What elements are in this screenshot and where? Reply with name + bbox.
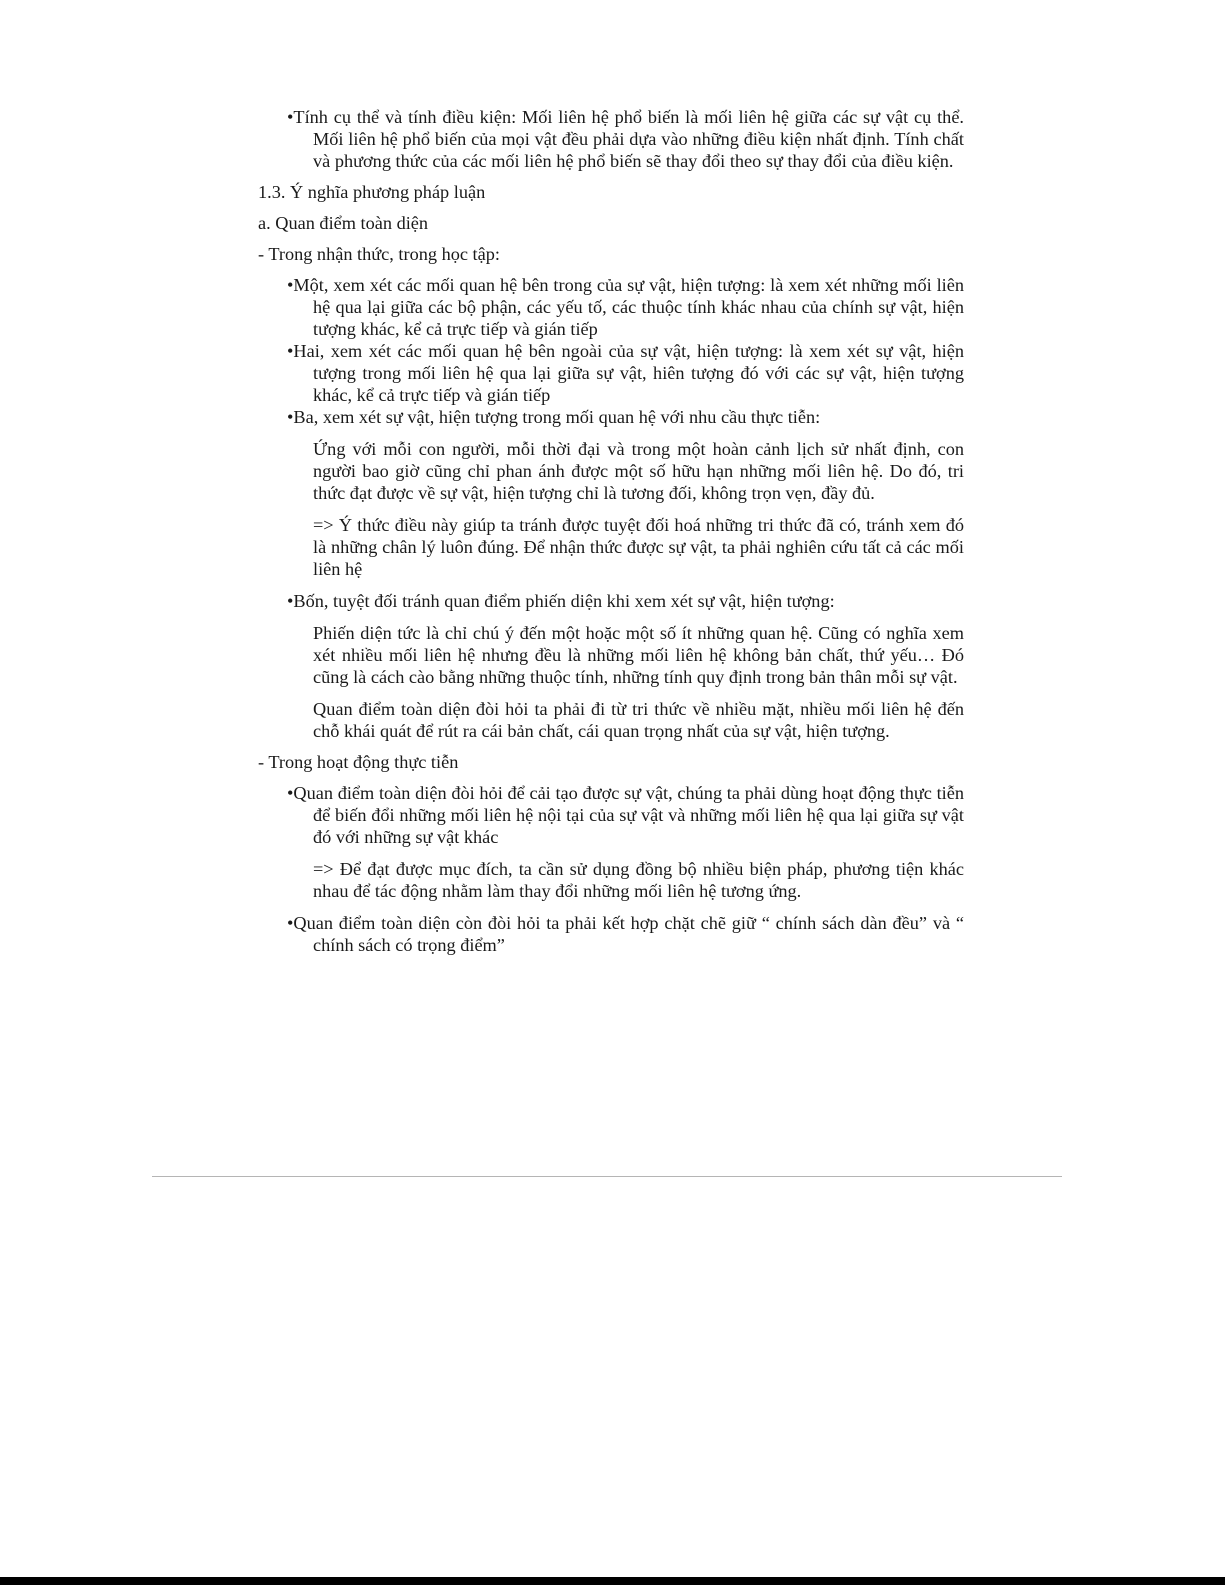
para-y-thuc: => Ý thức điều này giúp ta tránh được tuyệt đối hoá những tri thức đã có, tránh xem đó là những chân lý luôn đúng. Để nhận thức được sự vật, ta phải nghiên cứu tất cả các mối liên hệ <box>313 515 964 579</box>
bullet-ba: •Ba, xem xét sự vật, hiện tượng trong mối quan hệ với nhu cầu thực tiễn: <box>287 407 821 427</box>
bullet-tinh-cu-the: •Tính cụ thể và tính điều kiện: Mối liên hệ phổ biến là mối liên hệ giữa các sự vật cụ thể. Mối liên hệ phổ biến của mọi vật đều phải dựa vào những điều kiện nhất định. Tính chất và phương thức của các mối liên hệ phổ biến sẽ thay đổi theo sự thay đổi của điều kiện. <box>287 107 964 171</box>
bullet-hai: •Hai, xem xét các mối quan hệ bên ngoài của sự vật, hiện tượng: là xem xét sự vật, hiện tượng trong mối liên hệ qua lại giữa sự vật, hiên tượng đó với các sự vật, hiện tượng khác, kể cả trực tiếp và gián tiếp <box>287 341 964 405</box>
bullet-ket-hop: •Quan điểm toàn diện còn đòi hỏi ta phải kết hợp chặt chẽ giữ “ chính sách dàn đều” và “ chính sách có trọng điểm” <box>287 913 964 955</box>
subsection-heading-a: a. Quan điểm toàn diện <box>258 213 429 233</box>
para-quan-diem: Quan điểm toàn diện đòi hỏi ta phải đi từ tri thức về nhiều mặt, nhiều mối liên hệ đến chỗ khái quát để rút ra cái bản chất, cái quan trọng nhất của sự vật, hiện tượng. <box>313 699 964 741</box>
para-phien-dien: Phiến diện tức là chỉ chú ý đến một hoặc một số ít những quan hệ. Cũng có nghĩa xem xét nhiều mối liên hệ nhưng đều là những mối liên hệ không bản chất, thứ yếu… Đó cũng là cách cào bằng những thuộc tính, những tính quy định trong bản thân mỗi sự vật. <box>313 623 964 687</box>
para-de-dat: => Để đạt được mục đích, ta cần sử dụng đồng bộ nhiều biện pháp, phương tiện khác nhau để tác động nhằm làm thay đổi những mối liên hệ tương ứng. <box>313 859 964 901</box>
bullet-cai-tao: •Quan điểm toàn diện đòi hỏi để cải tạo được sự vật, chúng ta phải dùng hoạt động thực tiễn để biến đổi những mối liên hệ nội tại của sự vật và những mối liên hệ qua lại giữa sự vật đó với những sự vật khác <box>287 783 964 847</box>
bullet-bon: •Bốn, tuyệt đối tránh quan điểm phiến diện khi xem xét sự vật, hiện tượng: <box>287 591 835 611</box>
bullet-mot: •Một, xem xét các mối quan hệ bên trong của sự vật, hiện tượng: là xem xét những mối liên hệ qua lại giữa các bộ phận, các yếu tố, các thuộc tính khác nhau của chính sự vật, hiện tượng khác, kể cả trực tiếp và gián tiếp <box>287 275 964 339</box>
heading-thuc-tien: - Trong hoạt động thực tiễn <box>258 752 459 772</box>
heading-nhan-thuc: - Trong nhận thức, trong học tập: <box>258 244 500 264</box>
section-heading-1-3: 1.3. Ý nghĩa phương pháp luận <box>258 182 486 202</box>
page-divider <box>152 1176 1062 1177</box>
document-body <box>258 106 964 956</box>
bottom-edge-bar <box>0 1577 1225 1585</box>
para-ung-voi: Ứng với mỗi con người, mỗi thời đại và trong một hoàn cảnh lịch sử nhất định, con người bao giờ cũng chỉ phan ánh được một số hữu hạn những mối liên hệ. Do đó, tri thức đạt được về sự vật, hiện tượng chỉ là tương đối, không trọn vẹn, đầy đủ. <box>313 439 964 503</box>
